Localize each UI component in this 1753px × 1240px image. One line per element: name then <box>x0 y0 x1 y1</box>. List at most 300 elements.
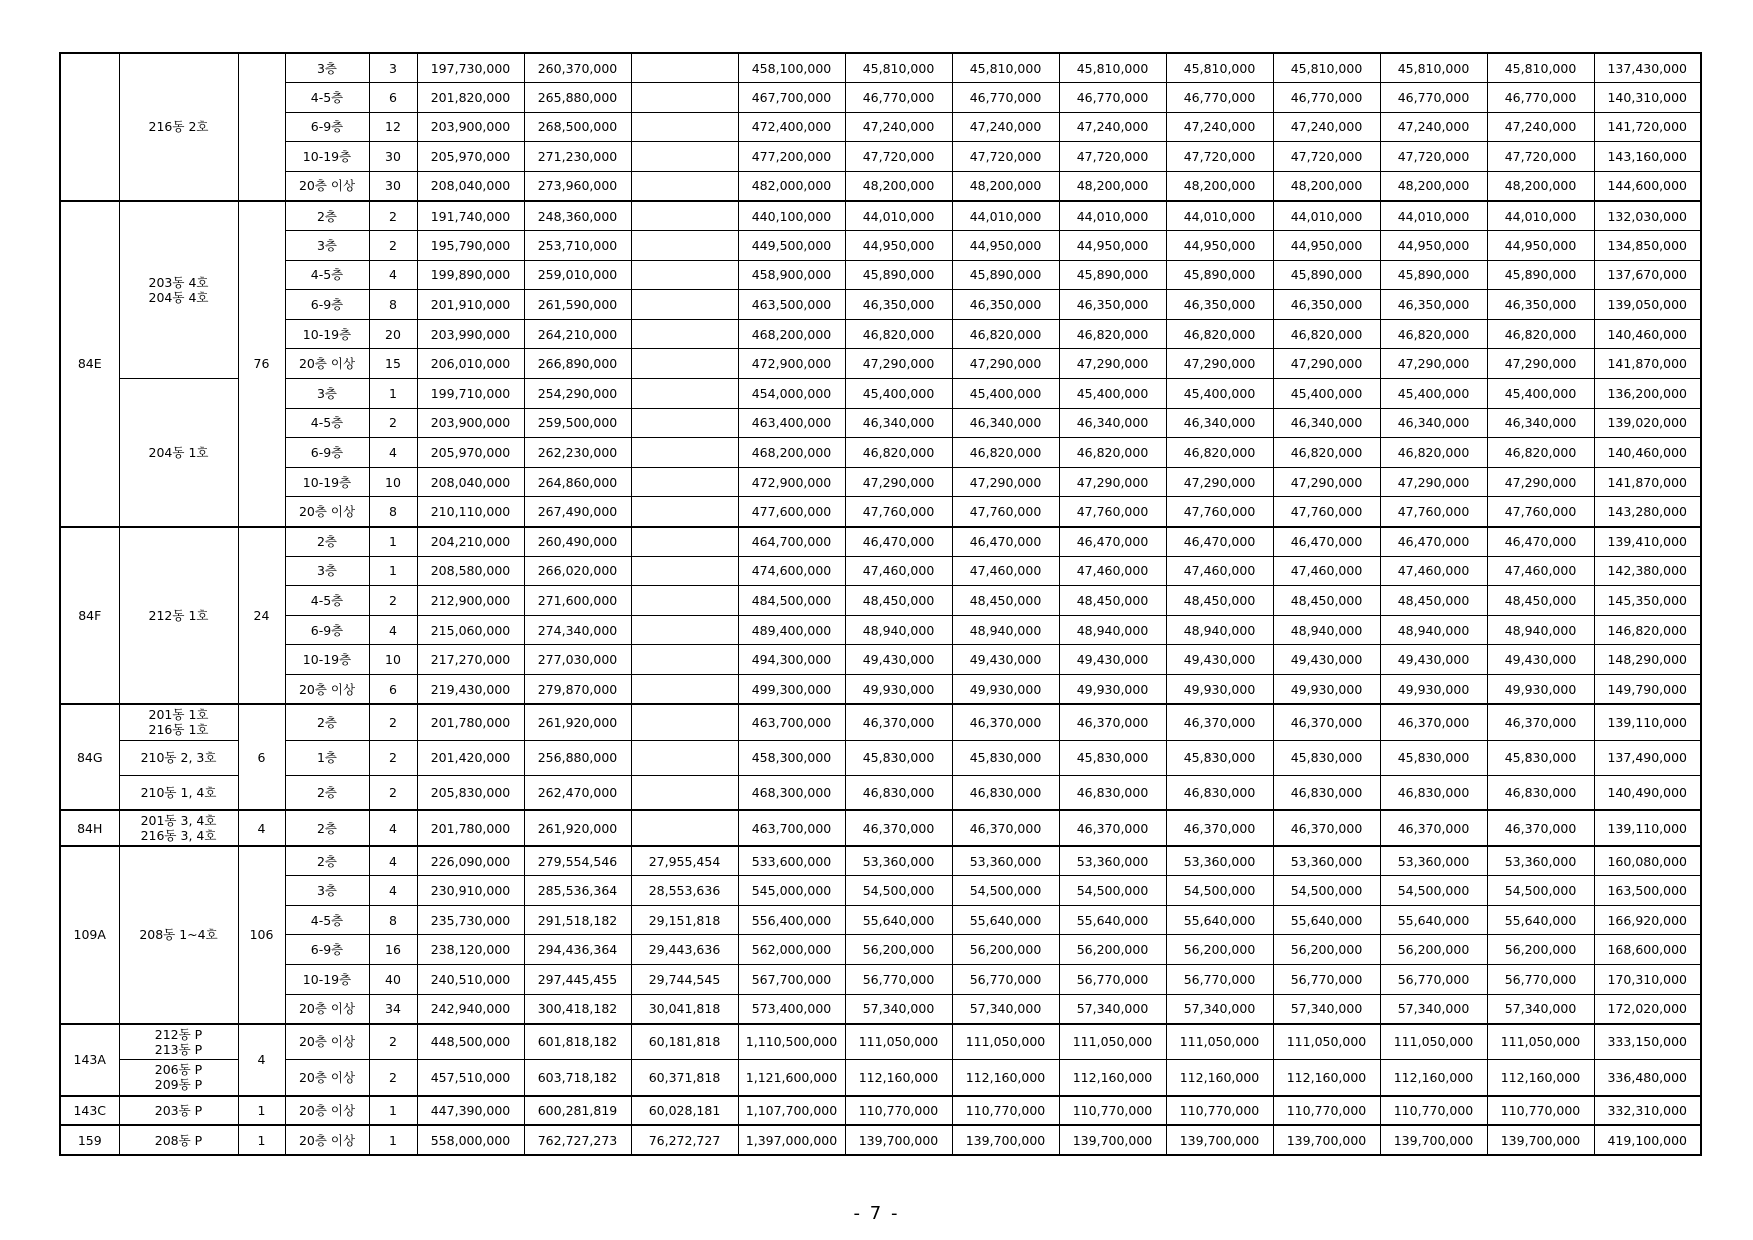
amount-cell: 266,890,000 <box>524 349 631 379</box>
amount-cell: 46,830,000 <box>1380 775 1487 810</box>
household-count-cell: 40 <box>369 964 417 994</box>
table-row <box>60 201 1701 231</box>
amount-cell: 45,810,000 <box>1487 53 1594 83</box>
amount-cell: 447,390,000 <box>417 1096 524 1126</box>
amount-cell: 46,820,000 <box>1166 438 1273 468</box>
amount-cell <box>631 527 738 557</box>
amount-cell: 206,010,000 <box>417 349 524 379</box>
table-row <box>60 964 1701 994</box>
amount-cell <box>631 497 738 527</box>
household-count-cell: 4 <box>369 810 417 846</box>
amount-cell: 139,700,000 <box>845 1125 952 1155</box>
amount-cell: 110,770,000 <box>1273 1096 1380 1126</box>
amount-cell: 53,360,000 <box>1166 846 1273 876</box>
table-row <box>60 231 1701 261</box>
price-table <box>59 52 1702 1156</box>
unit-count-cell: 106 <box>238 846 285 1024</box>
amount-cell: 47,290,000 <box>1273 467 1380 497</box>
amount-cell: 47,290,000 <box>1487 467 1594 497</box>
amount-cell: 57,340,000 <box>845 994 952 1024</box>
amount-cell <box>631 171 738 201</box>
amount-cell: 46,830,000 <box>1273 775 1380 810</box>
amount-cell: 472,900,000 <box>738 467 845 497</box>
amount-cell: 139,700,000 <box>1166 1125 1273 1155</box>
amount-cell: 47,290,000 <box>1059 349 1166 379</box>
amount-cell: 261,920,000 <box>524 704 631 740</box>
amount-cell: 47,460,000 <box>1380 556 1487 586</box>
amount-cell: 201,910,000 <box>417 290 524 320</box>
amount-cell: 499,300,000 <box>738 674 845 704</box>
amount-cell: 46,820,000 <box>952 438 1059 468</box>
amount-cell: 48,450,000 <box>1380 586 1487 616</box>
table-row <box>60 142 1701 172</box>
amount-cell: 264,860,000 <box>524 467 631 497</box>
amount-cell: 48,200,000 <box>1273 171 1380 201</box>
amount-cell: 201,780,000 <box>417 704 524 740</box>
amount-cell: 545,000,000 <box>738 876 845 906</box>
amount-cell: 458,100,000 <box>738 53 845 83</box>
amount-cell: 294,436,364 <box>524 935 631 965</box>
dong-ho-cell: 204동 1호 <box>119 379 238 527</box>
amount-cell: 47,290,000 <box>1059 467 1166 497</box>
floor-cell: 20층 이상 <box>285 1125 369 1155</box>
floor-cell: 20층 이상 <box>285 171 369 201</box>
amount-cell: 558,000,000 <box>417 1125 524 1155</box>
amount-cell: 112,160,000 <box>952 1060 1059 1096</box>
amount-cell: 46,370,000 <box>952 810 1059 846</box>
amount-cell: 44,950,000 <box>1273 231 1380 261</box>
amount-cell: 46,830,000 <box>845 775 952 810</box>
amount-cell <box>631 290 738 320</box>
amount-cell: 47,720,000 <box>1166 142 1273 172</box>
amount-cell: 46,340,000 <box>952 408 1059 438</box>
amount-cell <box>631 615 738 645</box>
floor-cell: 10-19층 <box>285 467 369 497</box>
amount-cell: 54,500,000 <box>1487 876 1594 906</box>
amount-cell: 45,830,000 <box>1380 740 1487 775</box>
amount-cell: 262,230,000 <box>524 438 631 468</box>
amount-cell: 46,470,000 <box>1380 527 1487 557</box>
amount-cell: 46,820,000 <box>1166 319 1273 349</box>
amount-cell: 199,890,000 <box>417 260 524 290</box>
household-count-cell: 4 <box>369 615 417 645</box>
amount-cell: 110,770,000 <box>1487 1096 1594 1126</box>
amount-cell: 47,240,000 <box>952 112 1059 142</box>
unit-count-cell: 6 <box>238 704 285 810</box>
floor-cell: 3층 <box>285 556 369 586</box>
amount-cell: 46,370,000 <box>1487 704 1594 740</box>
amount-cell: 49,430,000 <box>952 645 1059 675</box>
amount-cell: 47,760,000 <box>1380 497 1487 527</box>
amount-cell: 203,900,000 <box>417 112 524 142</box>
amount-cell: 49,930,000 <box>1059 674 1166 704</box>
household-count-cell: 12 <box>369 112 417 142</box>
amount-cell: 477,600,000 <box>738 497 845 527</box>
amount-cell: 60,181,818 <box>631 1024 738 1060</box>
amount-cell: 474,600,000 <box>738 556 845 586</box>
amount-cell: 562,000,000 <box>738 935 845 965</box>
amount-cell: 46,770,000 <box>1273 83 1380 113</box>
amount-cell: 300,418,182 <box>524 994 631 1024</box>
amount-cell: 56,200,000 <box>1166 935 1273 965</box>
floor-cell: 20층 이상 <box>285 497 369 527</box>
household-count-cell: 4 <box>369 260 417 290</box>
amount-cell: 54,500,000 <box>845 876 952 906</box>
amount-cell <box>631 775 738 810</box>
amount-cell: 463,400,000 <box>738 408 845 438</box>
amount-cell: 46,820,000 <box>1380 438 1487 468</box>
amount-cell: 29,151,818 <box>631 905 738 935</box>
table-row <box>60 810 1701 846</box>
table-row <box>60 53 1701 83</box>
amount-cell: 54,500,000 <box>1380 876 1487 906</box>
amount-cell: 139,110,000 <box>1594 704 1701 740</box>
table-row <box>60 935 1701 965</box>
amount-cell: 45,810,000 <box>1166 53 1273 83</box>
amount-cell: 44,950,000 <box>845 231 952 261</box>
amount-cell: 458,900,000 <box>738 260 845 290</box>
type-cell: 84E <box>60 201 119 527</box>
amount-cell: 27,955,454 <box>631 846 738 876</box>
amount-cell: 54,500,000 <box>1166 876 1273 906</box>
floor-cell: 20층 이상 <box>285 349 369 379</box>
household-count-cell: 10 <box>369 467 417 497</box>
amount-cell: 46,470,000 <box>1166 527 1273 557</box>
amount-cell: 48,450,000 <box>1273 586 1380 616</box>
floor-cell: 20층 이상 <box>285 1024 369 1060</box>
amount-cell: 45,830,000 <box>952 740 1059 775</box>
amount-cell: 148,290,000 <box>1594 645 1701 675</box>
amount-cell: 112,160,000 <box>1380 1060 1487 1096</box>
amount-cell: 111,050,000 <box>952 1024 1059 1060</box>
amount-cell: 54,500,000 <box>1273 876 1380 906</box>
amount-cell: 472,900,000 <box>738 349 845 379</box>
amount-cell: 46,470,000 <box>1059 527 1166 557</box>
amount-cell <box>631 349 738 379</box>
amount-cell: 274,340,000 <box>524 615 631 645</box>
amount-cell: 76,272,727 <box>631 1125 738 1155</box>
amount-cell: 1,397,000,000 <box>738 1125 845 1155</box>
amount-cell: 49,430,000 <box>1059 645 1166 675</box>
amount-cell: 448,500,000 <box>417 1024 524 1060</box>
amount-cell: 457,510,000 <box>417 1060 524 1096</box>
amount-cell: 48,450,000 <box>952 586 1059 616</box>
amount-cell: 55,640,000 <box>1273 905 1380 935</box>
amount-cell: 46,830,000 <box>1059 775 1166 810</box>
amount-cell: 332,310,000 <box>1594 1096 1701 1126</box>
amount-cell: 46,370,000 <box>952 704 1059 740</box>
amount-cell: 139,700,000 <box>952 1125 1059 1155</box>
amount-cell: 139,050,000 <box>1594 290 1701 320</box>
amount-cell: 46,350,000 <box>1380 290 1487 320</box>
amount-cell: 141,870,000 <box>1594 467 1701 497</box>
amount-cell: 264,210,000 <box>524 319 631 349</box>
amount-cell: 201,420,000 <box>417 740 524 775</box>
amount-cell: 46,830,000 <box>952 775 1059 810</box>
household-count-cell: 30 <box>369 171 417 201</box>
amount-cell: 46,770,000 <box>845 83 952 113</box>
amount-cell: 1,107,700,000 <box>738 1096 845 1126</box>
amount-cell: 235,730,000 <box>417 905 524 935</box>
amount-cell: 47,760,000 <box>1273 497 1380 527</box>
amount-cell: 46,370,000 <box>1059 704 1166 740</box>
amount-cell: 143,160,000 <box>1594 142 1701 172</box>
amount-cell: 266,020,000 <box>524 556 631 586</box>
amount-cell: 46,370,000 <box>1273 810 1380 846</box>
amount-cell: 573,400,000 <box>738 994 845 1024</box>
amount-cell: 297,445,455 <box>524 964 631 994</box>
amount-cell: 454,000,000 <box>738 379 845 409</box>
amount-cell: 195,790,000 <box>417 231 524 261</box>
amount-cell <box>631 674 738 704</box>
amount-cell: 47,290,000 <box>1380 349 1487 379</box>
amount-cell: 139,020,000 <box>1594 408 1701 438</box>
amount-cell: 46,370,000 <box>1273 704 1380 740</box>
amount-cell: 49,930,000 <box>952 674 1059 704</box>
table-row <box>60 876 1701 906</box>
amount-cell: 46,370,000 <box>1166 704 1273 740</box>
floor-cell: 2층 <box>285 704 369 740</box>
amount-cell: 44,950,000 <box>1487 231 1594 261</box>
amount-cell: 139,700,000 <box>1273 1125 1380 1155</box>
amount-cell: 279,870,000 <box>524 674 631 704</box>
table-row <box>60 556 1701 586</box>
amount-cell: 47,720,000 <box>845 142 952 172</box>
amount-cell: 256,880,000 <box>524 740 631 775</box>
amount-cell: 111,050,000 <box>1487 1024 1594 1060</box>
amount-cell: 48,200,000 <box>1059 171 1166 201</box>
floor-cell: 2층 <box>285 846 369 876</box>
amount-cell: 600,281,819 <box>524 1096 631 1126</box>
household-count-cell: 2 <box>369 231 417 261</box>
household-count-cell: 2 <box>369 1024 417 1060</box>
amount-cell: 140,310,000 <box>1594 83 1701 113</box>
amount-cell: 55,640,000 <box>845 905 952 935</box>
amount-cell: 56,200,000 <box>845 935 952 965</box>
amount-cell: 208,040,000 <box>417 171 524 201</box>
amount-cell: 47,290,000 <box>1166 467 1273 497</box>
amount-cell: 45,890,000 <box>1273 260 1380 290</box>
amount-cell: 56,200,000 <box>952 935 1059 965</box>
amount-cell: 47,240,000 <box>1380 112 1487 142</box>
amount-cell: 468,200,000 <box>738 438 845 468</box>
amount-cell: 46,820,000 <box>952 319 1059 349</box>
amount-cell: 57,340,000 <box>1166 994 1273 1024</box>
type-cell <box>60 53 119 201</box>
amount-cell: 56,770,000 <box>1059 964 1166 994</box>
household-count-cell: 2 <box>369 1060 417 1096</box>
floor-cell: 6-9층 <box>285 112 369 142</box>
amount-cell: 49,430,000 <box>1166 645 1273 675</box>
amount-cell: 204,210,000 <box>417 527 524 557</box>
amount-cell: 45,890,000 <box>1487 260 1594 290</box>
floor-cell: 6-9층 <box>285 290 369 320</box>
dong-ho-cell: 208동 P <box>119 1125 238 1155</box>
amount-cell: 44,950,000 <box>1380 231 1487 261</box>
amount-cell: 47,290,000 <box>1273 349 1380 379</box>
unit-count-cell: 4 <box>238 1024 285 1096</box>
household-count-cell: 10 <box>369 645 417 675</box>
amount-cell: 46,370,000 <box>845 704 952 740</box>
amount-cell: 55,640,000 <box>1059 905 1166 935</box>
floor-cell: 3층 <box>285 53 369 83</box>
floor-cell: 4-5층 <box>285 83 369 113</box>
amount-cell: 44,010,000 <box>845 201 952 231</box>
amount-cell: 45,400,000 <box>952 379 1059 409</box>
household-count-cell: 30 <box>369 142 417 172</box>
amount-cell: 142,380,000 <box>1594 556 1701 586</box>
amount-cell: 47,290,000 <box>845 349 952 379</box>
type-cell: 84H <box>60 810 119 846</box>
amount-cell: 168,600,000 <box>1594 935 1701 965</box>
amount-cell: 279,554,546 <box>524 846 631 876</box>
amount-cell: 112,160,000 <box>1273 1060 1380 1096</box>
amount-cell: 139,410,000 <box>1594 527 1701 557</box>
amount-cell: 533,600,000 <box>738 846 845 876</box>
amount-cell: 46,820,000 <box>1273 438 1380 468</box>
amount-cell: 48,940,000 <box>952 615 1059 645</box>
floor-cell: 2층 <box>285 810 369 846</box>
price-table-body <box>60 53 1701 1155</box>
amount-cell: 47,720,000 <box>1273 142 1380 172</box>
amount-cell: 56,770,000 <box>952 964 1059 994</box>
table-row <box>60 83 1701 113</box>
amount-cell: 57,340,000 <box>1487 994 1594 1024</box>
household-count-cell: 2 <box>369 704 417 740</box>
amount-cell: 49,930,000 <box>1166 674 1273 704</box>
amount-cell: 141,870,000 <box>1594 349 1701 379</box>
amount-cell: 53,360,000 <box>845 846 952 876</box>
dong-ho-cell: 208동 1~4호 <box>119 846 238 1024</box>
table-row <box>60 408 1701 438</box>
amount-cell: 242,940,000 <box>417 994 524 1024</box>
amount-cell <box>631 408 738 438</box>
household-count-cell: 8 <box>369 497 417 527</box>
amount-cell: 46,470,000 <box>952 527 1059 557</box>
amount-cell: 45,810,000 <box>952 53 1059 83</box>
amount-cell: 29,744,545 <box>631 964 738 994</box>
amount-cell: 45,830,000 <box>845 740 952 775</box>
amount-cell: 44,950,000 <box>1166 231 1273 261</box>
amount-cell: 46,830,000 <box>1487 775 1594 810</box>
amount-cell: 111,050,000 <box>1166 1024 1273 1060</box>
amount-cell: 464,700,000 <box>738 527 845 557</box>
household-count-cell: 1 <box>369 527 417 557</box>
amount-cell: 468,200,000 <box>738 319 845 349</box>
amount-cell: 46,470,000 <box>845 527 952 557</box>
amount-cell: 45,890,000 <box>1059 260 1166 290</box>
amount-cell: 47,720,000 <box>1380 142 1487 172</box>
amount-cell: 137,490,000 <box>1594 740 1701 775</box>
amount-cell: 46,370,000 <box>1487 810 1594 846</box>
amount-cell: 291,518,182 <box>524 905 631 935</box>
amount-cell: 197,730,000 <box>417 53 524 83</box>
dong-ho-cell: 203동 4호 204동 4호 <box>119 201 238 379</box>
amount-cell: 46,820,000 <box>1487 319 1594 349</box>
amount-cell: 56,770,000 <box>1273 964 1380 994</box>
floor-cell: 10-19층 <box>285 964 369 994</box>
amount-cell: 567,700,000 <box>738 964 845 994</box>
amount-cell: 482,000,000 <box>738 171 845 201</box>
amount-cell: 210,110,000 <box>417 497 524 527</box>
amount-cell: 440,100,000 <box>738 201 845 231</box>
table-row <box>60 1125 1701 1155</box>
household-count-cell: 1 <box>369 1125 417 1155</box>
amount-cell: 49,430,000 <box>845 645 952 675</box>
amount-cell: 601,818,182 <box>524 1024 631 1060</box>
amount-cell: 259,500,000 <box>524 408 631 438</box>
amount-cell: 458,300,000 <box>738 740 845 775</box>
amount-cell: 259,010,000 <box>524 260 631 290</box>
amount-cell <box>631 260 738 290</box>
amount-cell: 49,930,000 <box>845 674 952 704</box>
amount-cell: 137,670,000 <box>1594 260 1701 290</box>
amount-cell: 140,460,000 <box>1594 319 1701 349</box>
amount-cell: 44,010,000 <box>1059 201 1166 231</box>
amount-cell: 110,770,000 <box>1166 1096 1273 1126</box>
amount-cell: 46,820,000 <box>1059 319 1166 349</box>
amount-cell: 556,400,000 <box>738 905 845 935</box>
amount-cell: 1,121,600,000 <box>738 1060 845 1096</box>
amount-cell: 45,400,000 <box>1166 379 1273 409</box>
amount-cell: 46,370,000 <box>845 810 952 846</box>
amount-cell: 47,240,000 <box>1273 112 1380 142</box>
amount-cell: 261,590,000 <box>524 290 631 320</box>
floor-cell: 6-9층 <box>285 438 369 468</box>
amount-cell: 45,810,000 <box>1380 53 1487 83</box>
amount-cell: 449,500,000 <box>738 231 845 261</box>
household-count-cell: 16 <box>369 935 417 965</box>
table-row <box>60 467 1701 497</box>
amount-cell: 60,028,181 <box>631 1096 738 1126</box>
amount-cell: 53,360,000 <box>1273 846 1380 876</box>
dong-ho-cell: 216동 2호 <box>119 53 238 201</box>
amount-cell: 112,160,000 <box>1166 1060 1273 1096</box>
amount-cell: 45,810,000 <box>1059 53 1166 83</box>
amount-cell: 419,100,000 <box>1594 1125 1701 1155</box>
floor-cell: 3층 <box>285 379 369 409</box>
household-count-cell: 8 <box>369 290 417 320</box>
amount-cell: 45,890,000 <box>952 260 1059 290</box>
amount-cell: 762,727,273 <box>524 1125 631 1155</box>
amount-cell: 208,580,000 <box>417 556 524 586</box>
amount-cell: 46,820,000 <box>1059 438 1166 468</box>
table-row <box>60 438 1701 468</box>
amount-cell: 49,430,000 <box>1487 645 1594 675</box>
amount-cell: 230,910,000 <box>417 876 524 906</box>
floor-cell: 1층 <box>285 740 369 775</box>
household-count-cell: 2 <box>369 408 417 438</box>
amount-cell: 46,370,000 <box>1059 810 1166 846</box>
amount-cell: 46,350,000 <box>1273 290 1380 320</box>
unit-count-cell: 1 <box>238 1096 285 1126</box>
amount-cell: 45,810,000 <box>845 53 952 83</box>
dong-ho-cell: 210동 1, 4호 <box>119 775 238 810</box>
amount-cell: 46,470,000 <box>1487 527 1594 557</box>
amount-cell: 336,480,000 <box>1594 1060 1701 1096</box>
amount-cell: 55,640,000 <box>1380 905 1487 935</box>
amount-cell: 110,770,000 <box>952 1096 1059 1126</box>
amount-cell: 47,720,000 <box>952 142 1059 172</box>
amount-cell: 44,950,000 <box>1059 231 1166 261</box>
amount-cell: 110,770,000 <box>1380 1096 1487 1126</box>
amount-cell: 212,900,000 <box>417 586 524 616</box>
amount-cell: 45,400,000 <box>1380 379 1487 409</box>
amount-cell: 137,430,000 <box>1594 53 1701 83</box>
amount-cell: 134,850,000 <box>1594 231 1701 261</box>
table-row <box>60 319 1701 349</box>
amount-cell: 208,040,000 <box>417 467 524 497</box>
